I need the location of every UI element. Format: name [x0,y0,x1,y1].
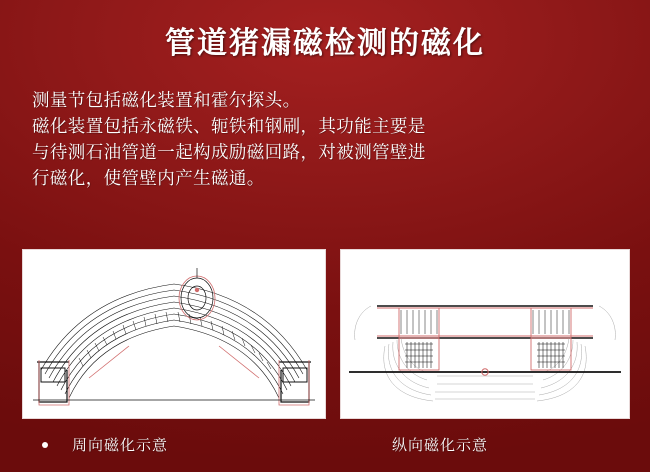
body-paragraph-3: 与待测石油管道一起构成励磁回路，对被测管壁进 [32,143,426,163]
caption-longitudinal: 纵向磁化示意 [392,436,489,454]
figure-captions [0,430,650,472]
page-title: 管道猪漏磁检测的磁化 [165,26,485,61]
body-paragraph-1: 测量节包括磁化装置和霍尔探头。 [32,91,301,111]
longitudinal-magnetization-diagram [341,250,629,418]
circumferential-magnetization-diagram [23,250,325,418]
figure-longitudinal-magnetization [340,249,630,419]
bullet-icon [42,442,48,448]
figure-circumferential-magnetization [22,249,326,419]
caption-circumferential: 周向磁化示意 [72,436,169,454]
body-paragraph-2: 磁化装置包括永磁铁、轭铁和钢刷，其功能主要是 [32,117,426,137]
body-paragraph-4: 行磁化，使管壁内产生磁通。 [32,169,265,189]
figure-row [0,249,650,421]
body-text [32,88,628,192]
